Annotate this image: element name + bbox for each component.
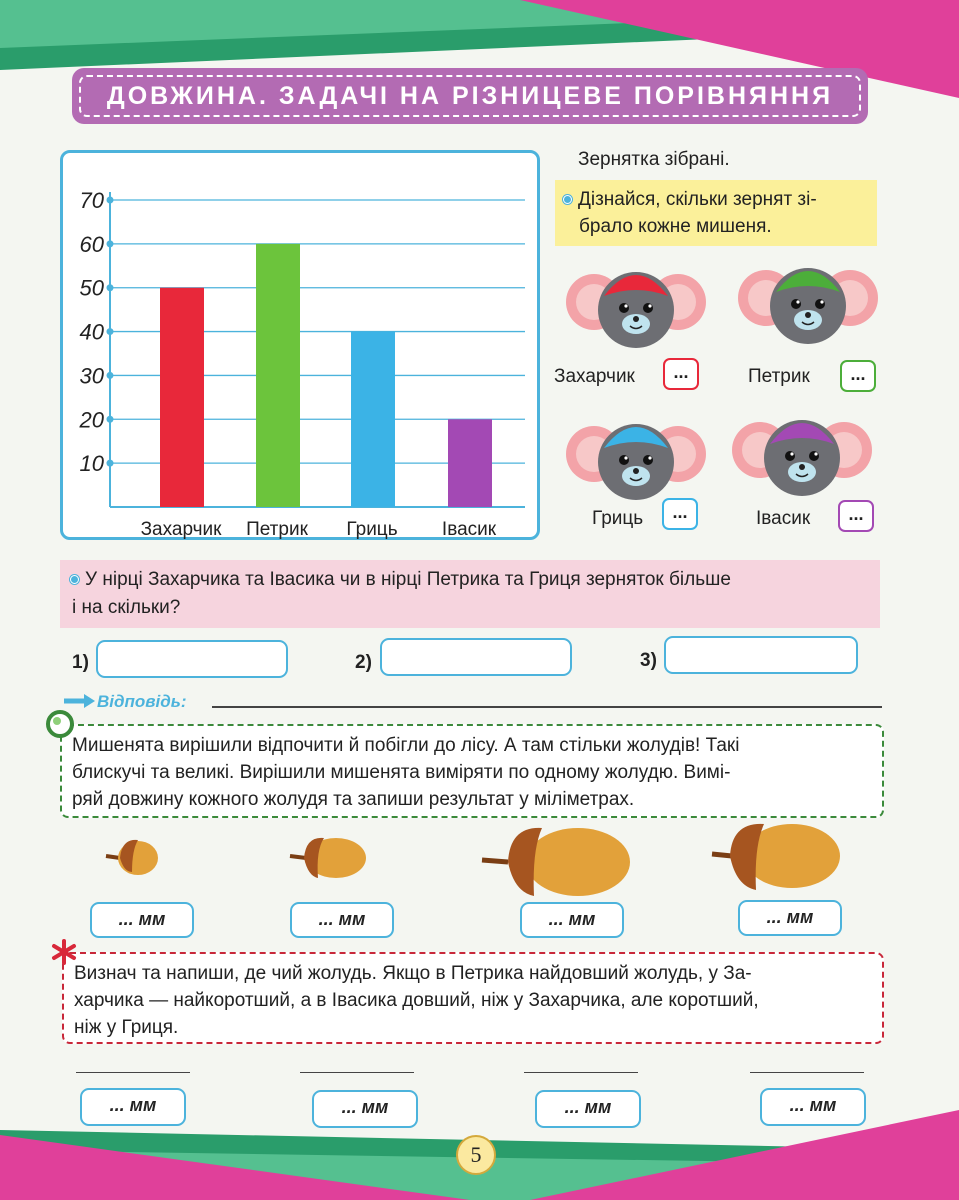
y-tick-label: 30 <box>79 363 104 389</box>
mouse-name-label: Петрик <box>748 366 810 387</box>
answer-1-label: 1) <box>72 652 89 673</box>
category-label: Петрик <box>246 519 308 540</box>
page-title: ДОВЖИНА. ЗАДАЧІ НА РІЗНИЦЕВЕ ПОРІВНЯННЯ <box>106 81 834 110</box>
owner-2-mm-box[interactable]: ... мм <box>312 1090 418 1128</box>
y-tick-label: 70 <box>79 188 104 213</box>
acorn-icon-4 <box>712 824 840 890</box>
bar-2 <box>256 244 300 507</box>
category-label: Івасик <box>441 519 497 540</box>
bar-chart <box>60 150 540 540</box>
acorn-icon-1 <box>106 840 158 875</box>
answer-line[interactable] <box>212 706 882 708</box>
task-box <box>555 180 877 246</box>
asterisk-icon <box>50 938 78 966</box>
mouse-icon-1 <box>566 262 706 352</box>
task-line-1: Дізнайся, скільки зернят зі- <box>578 189 817 210</box>
question-line-2: і на скільки? <box>72 597 181 618</box>
bullet-icon <box>70 575 79 584</box>
question-line-1: У нірці Захарчика та Івасика чи в нірці Петрика та Гриця зерняток більше <box>85 569 731 590</box>
y-tick-label: 60 <box>79 231 104 257</box>
acorn-1-mm-box[interactable]: ... мм <box>90 902 194 938</box>
acorn-task-line-2: блискучі та великі. Вирішили мишенята виміряти по одному жолудю. Вимі- <box>72 762 731 783</box>
answer-3-field[interactable] <box>664 636 858 674</box>
answer-1-field[interactable] <box>96 640 288 678</box>
owner-task-line-1: Визнач та напиши, де чий жолудь. Якщо в Петрика найдовший жолудь, у За- <box>74 963 752 984</box>
owner-4-mm-box[interactable]: ... мм <box>760 1088 866 1126</box>
y-tick-label: 50 <box>79 275 104 301</box>
owner-4-line[interactable] <box>750 1072 864 1073</box>
category-label: Гриць <box>346 519 398 540</box>
owner-task-box <box>62 952 884 1044</box>
acorn-icon-2 <box>290 838 366 878</box>
mouse-name-label: Івасик <box>756 508 811 529</box>
answer-2-field[interactable] <box>380 638 572 676</box>
page-number: 5 <box>456 1135 496 1175</box>
mouse-count-box[interactable]: ... <box>838 500 874 532</box>
acorn-task-box <box>60 724 884 818</box>
owner-1-mm-box[interactable]: ... мм <box>80 1088 186 1126</box>
mouse-icon-3 <box>566 414 706 504</box>
owner-1-line[interactable] <box>76 1072 190 1073</box>
owner-3-mm-box[interactable]: ... мм <box>535 1090 641 1128</box>
y-tick-label: 10 <box>79 451 104 477</box>
bar-3 <box>351 332 395 507</box>
bar-4 <box>448 419 492 507</box>
acorn-icon-3 <box>482 828 630 896</box>
acorn-task-line-3: ряй довжину кожного жолудя та запиши результат у міліметрах. <box>72 789 635 810</box>
bar-1 <box>160 288 204 507</box>
mouse-icon-4 <box>732 410 872 500</box>
owner-task-line-2: харчика — найкоротший, а в Івасика довший, ніж у Захарчика, але коротший, <box>74 990 759 1011</box>
y-tick-label: 40 <box>79 319 104 345</box>
owner-task-line-3: ніж у Гриця. <box>74 1017 179 1038</box>
mouse-count-box[interactable]: ... <box>840 360 876 392</box>
answer-2-label: 2) <box>355 652 372 673</box>
acorn-4-mm-box[interactable]: ... мм <box>738 900 842 936</box>
category-label: Захарчик <box>140 519 222 540</box>
acorn-2-mm-box[interactable]: ... мм <box>290 902 394 938</box>
mouse-name-label: Захарчик <box>554 366 635 387</box>
mouse-count-box[interactable]: ... <box>662 498 698 530</box>
task-line-2: брало кожне мишеня. <box>579 216 772 237</box>
answer-3-label: 3) <box>640 650 657 671</box>
mouse-name-label: Гриць <box>592 508 644 529</box>
intro-text: Зернятка зібрані. <box>578 149 730 170</box>
question-box <box>60 560 880 628</box>
title-banner <box>72 68 868 124</box>
owner-2-line[interactable] <box>300 1072 414 1073</box>
pin-icon <box>44 708 76 740</box>
answer-label: Відповідь: <box>97 692 187 711</box>
mouse-icon-2 <box>738 258 878 348</box>
acorn-task-line-1: Мишенята вирішили відпочити й побігли до лісу. А там стільки жолудів! Такі <box>72 735 740 756</box>
acorns <box>80 820 880 900</box>
bullet-icon <box>563 195 572 204</box>
mouse-count-box[interactable]: ... <box>663 358 699 390</box>
owner-3-line[interactable] <box>524 1072 638 1073</box>
y-tick-label: 20 <box>79 407 104 433</box>
acorn-3-mm-box[interactable]: ... мм <box>520 902 624 938</box>
